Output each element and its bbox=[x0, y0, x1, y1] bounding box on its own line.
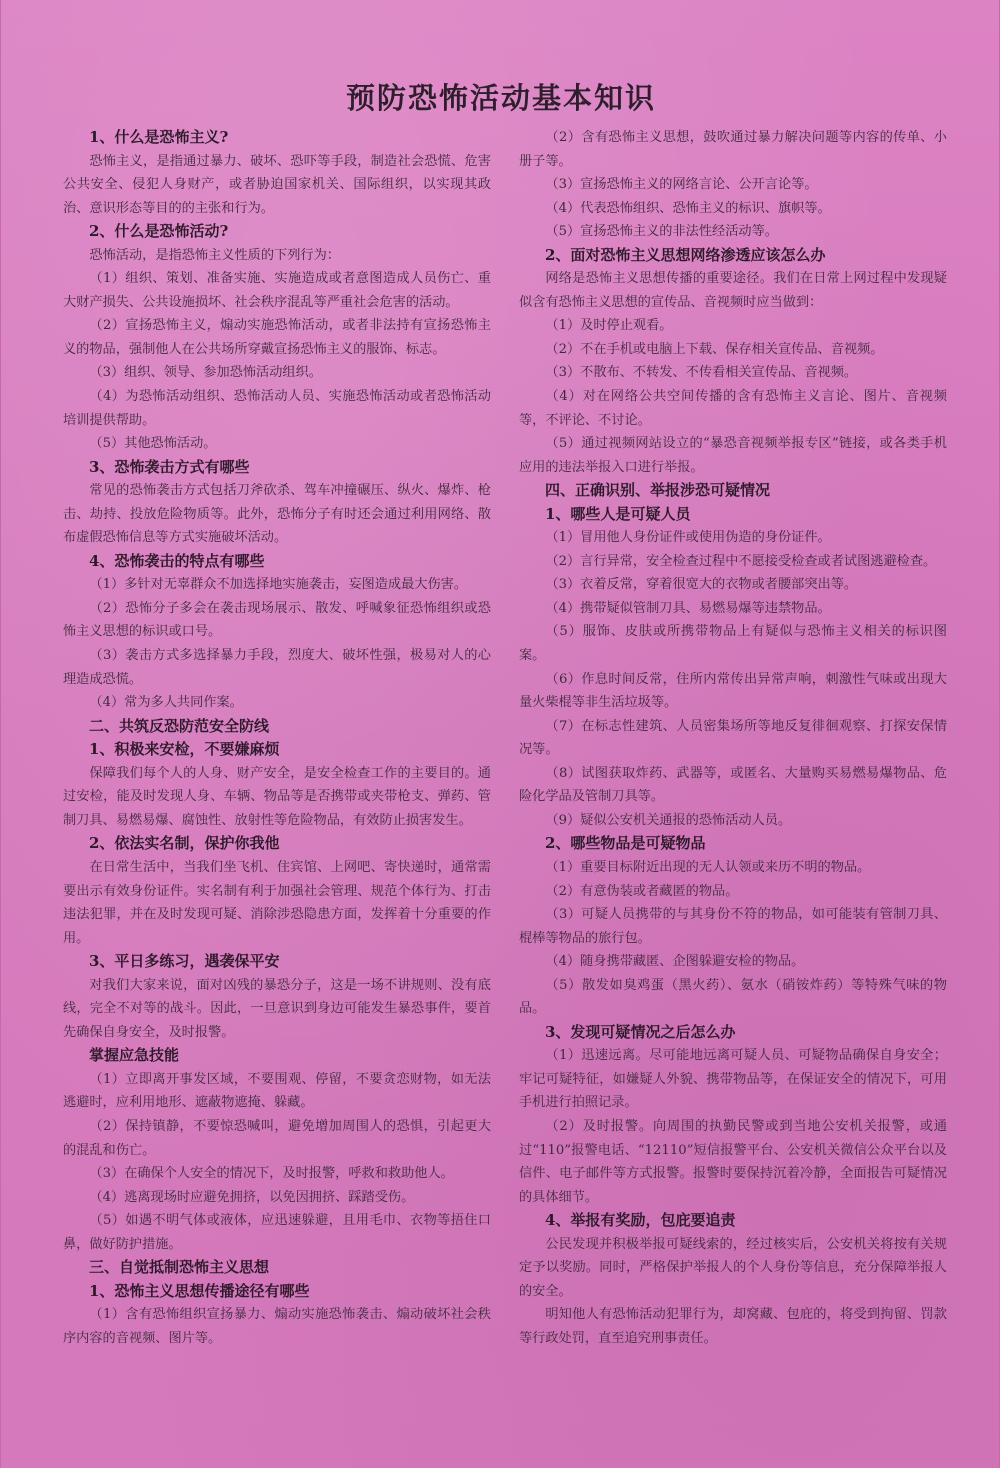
section-heading: 2、面对恐怖主义思想网络渗透应该怎么办 bbox=[545, 245, 826, 264]
paragraph: （2）及时报警。向周围的执勤民警或到当地公安机关报警，或通过“110”报警电话、“12110”短信报警平台、公安机关微信公众平台以及信件、电子邮件等方式报警。报警时要保持沉着冷静，全面报告可疑情况的具体细节。 bbox=[519, 1118, 947, 1205]
paragraph: （4）代表恐怖组织、恐怖主义的标识、旗帜等。 bbox=[545, 200, 831, 216]
paragraph: （8）试图获取炸药、武器等，或匿名、大量购买易燃易爆物品、危险化学品及管制刀具等。 bbox=[519, 765, 947, 805]
paragraph: （5）宣扬恐怖主义的非法性经活动等。 bbox=[545, 224, 778, 240]
paragraph: （5）如遇不明气体或液体，应迅速躲避，且用毛巾、衣物等捂住口鼻，做好防护措施。 bbox=[63, 1213, 491, 1252]
section-heading: 4、恐怖袭击的特点有哪些 bbox=[89, 551, 265, 570]
section-heading: 掌握应急技能 bbox=[89, 1046, 180, 1065]
right-column bbox=[519, 126, 947, 1350]
paragraph: （4）为恐怖活动组织、恐怖活动人员、实施恐怖活动或者恐怖活动培训提供帮助。 bbox=[63, 389, 491, 428]
section-heading: 4、举报有奖励，包庇要追责 bbox=[545, 1211, 736, 1230]
paragraph: （2）恐怖分子多会在袭击现场展示、散发、呼喊象征恐怖组织或恐怖主义思想的标识或口号。 bbox=[63, 600, 491, 640]
paragraph: （4）携带疑似管制刀具、易燃易爆等违禁物品。 bbox=[545, 600, 831, 616]
paragraph: （2）宣扬恐怖主义，煽动实施恐怖活动，或者非法持有宣扬恐怖主义的物品，强制他人在公共场所穿戴宣扬恐怖主义的服饰、标志。 bbox=[63, 318, 491, 357]
section-heading: 二、共筑反恐防范安全防线 bbox=[89, 716, 270, 735]
section-heading: 1、什么是恐怖主义? bbox=[89, 128, 229, 146]
paragraph: （7）在标志性建筑、人员密集场所等地反复徘徊观察、打探安保情况等。 bbox=[519, 718, 947, 758]
paragraph: （4）常为多人共同作案。 bbox=[89, 695, 243, 711]
section-heading: 四、正确识别、举报涉恐可疑情况 bbox=[545, 481, 771, 500]
section-heading: 2、什么是恐怖活动? bbox=[89, 222, 229, 241]
paragraph: （3）袭击方式多选择暴力手段，烈度大、破坏性强，极易对人的心理造成恐慌。 bbox=[63, 648, 491, 687]
section-heading: 三、自觉抵制恐怖主义思想 bbox=[89, 1258, 270, 1277]
paragraph: （4）对在网络公共空间传播的含有恐怖主义言论、图片、音视频等，不评论、不讨论。 bbox=[519, 389, 947, 428]
paragraph: （2）不在手机或电脑上下载、保存相关宣传品、音视频。 bbox=[545, 341, 884, 357]
paragraph: 恐怖活动，是指恐怖主义性质的下列行为： bbox=[89, 247, 340, 263]
paragraph: （1）及时停止观看。 bbox=[545, 318, 673, 334]
paragraph: （1）多针对无辜群众不加选择地实施袭击，妄图造成最大伤害。 bbox=[89, 577, 468, 593]
paragraph: 保障我们每个人的人身、财产安全，是安全检查工作的主要目的。通过安检，能及时发现人身、车辆、物品等是否携带或夹带枪支、弹药、管制刀具、易燃易爆、腐蚀性、放射性等危险物品，有效防止损害发生。 bbox=[63, 765, 491, 828]
paragraph: （3）不散布、不转发、不传看相关宣传品、音视频。 bbox=[545, 365, 858, 381]
section-heading: 3、平日多练习，遇袭保平安 bbox=[89, 952, 280, 971]
paragraph: （1）重要目标附近出现的无人认领或来历不明的物品。 bbox=[545, 859, 871, 875]
paragraph: （9）疑似公安机关通报的恐怖活动人员。 bbox=[545, 812, 792, 828]
section-heading: 3、恐怖袭击方式有哪些 bbox=[89, 457, 250, 476]
section-heading: 1、恐怖主义思想传播途径有哪些 bbox=[89, 1281, 310, 1300]
paragraph: （3）宣扬恐怖主义的网络言论、公开言论等。 bbox=[545, 177, 818, 193]
section-heading: 1、哪些人是可疑人员 bbox=[545, 504, 691, 523]
paragraph: （3）组织、领导、参加恐怖活动组织。 bbox=[89, 365, 322, 381]
paragraph: （1）含有恐怖组织宣扬暴力、煽动实施恐怖袭击、煽动破坏社会秩序内容的音视频、图片等。 bbox=[63, 1307, 491, 1346]
section-heading: 2、哪些物品是可疑物品 bbox=[545, 834, 706, 853]
paragraph: 对我们大家来说，面对凶残的暴恐分子，这是一场不讲规则、没有底线，完全不对等的战斗。因此，一旦意识到身边可能发生暴恐事件，要首先确保自身安全，及时报警。 bbox=[63, 977, 491, 1040]
paragraph: （5）通过视频网站设立的“暴恐音视频举报专区”链接，或各类手机应用的违法举报入口进行举报。 bbox=[519, 436, 947, 475]
paragraph: （3）在确保个人安全的情况下，及时报警，呼救和救助他人。 bbox=[89, 1166, 454, 1182]
paragraph: （6）作息时间反常，住所内常传出异常声响，刺激性气味或出现大量火柴棍等非生活垃圾等。 bbox=[519, 671, 947, 711]
paragraph: 网络是恐怖主义思想传播的重要途径。我们在日常上网过程中发现疑似含有恐怖主义思想的宣传品、音视频时应当做到： bbox=[519, 271, 947, 310]
paragraph: （1）组织、策划、准备实施、实施造成或者意图造成人员伤亡、重大财产损失、公共设施损坏、社会秩序混乱等严重社会危害的活动。 bbox=[63, 271, 491, 310]
section-heading: 3、发现可疑情况之后怎么办 bbox=[545, 1022, 736, 1041]
paragraph: （2）保持镇静，不要惊恐喊叫，避免增加周围人的恐惧，引起更大的混乱和伤亡。 bbox=[63, 1118, 491, 1158]
paragraph: 公民发现并积极举报可疑线索的，经过核实后，公安机关将按有关规定予以奖励。同时，严格保护举报人的个人身份等信息，充分保障举报人的安全。 bbox=[519, 1236, 947, 1299]
paragraph: （5）服饰、皮肤或所携带物品上有疑似与恐怖主义相关的标识图案。 bbox=[519, 624, 947, 664]
paragraph: （3）衣着反常，穿着很宽大的衣物或者腰部突出等。 bbox=[545, 577, 858, 593]
paragraph: （5）散发如臭鸡蛋（黑火药）、氨水（硝铵炸药）等特殊气味的物品。 bbox=[519, 977, 947, 1017]
left-column bbox=[63, 126, 491, 1350]
paragraph: （4）逃离现场时应避免拥挤，以免因拥挤、踩踏受伤。 bbox=[89, 1189, 415, 1205]
section-heading: 1、积极来安检，不要嫌麻烦 bbox=[89, 740, 280, 759]
paragraph: 明知他人有恐怖活动犯罪行为，却窝藏、包庇的，将受到拘留、罚款等行政处罚，直至追究刑事责任。 bbox=[519, 1307, 947, 1346]
paragraph: （2）言行异常，安全检查过程中不愿接受检查或者试图逃避检查。 bbox=[545, 553, 937, 569]
paragraph: 常见的恐怖袭击方式包括刀斧砍杀、驾车冲撞碾压、纵火、爆炸、枪击、劫持、投放危险物质等。此外，恐怖分子有时还会通过利用网络、散布虚假恐怖信息等方式实施破坏活动。 bbox=[63, 483, 491, 546]
paragraph: （1）立即离开事发区域，不要围观、停留，不要贪恋财物，如无法逃避时，应利用地形、遮蔽物遮掩、躲藏。 bbox=[63, 1071, 491, 1111]
paragraph: （2）有意伪装或者藏匿的物品。 bbox=[545, 883, 739, 899]
paragraph: 恐怖主义，是指通过暴力、破坏、恐吓等手段，制造社会恐慌、危害公共安全、侵犯人身财产，或者胁迫国家机关、国际组织，以实现其政治、意识形态等目的的主张和行为。 bbox=[63, 153, 491, 216]
paragraph: （1）冒用他人身份证件或使用伪造的身份证件。 bbox=[545, 530, 831, 546]
paragraph: （3）可疑人员携带的与其身份不符的物品，如可能装有管制刀具、棍棒等物品的旅行包。 bbox=[519, 907, 947, 946]
section-heading: 2、依法实名制，保护你我他 bbox=[89, 834, 280, 853]
paragraph: （5）其他恐怖活动。 bbox=[89, 436, 217, 452]
paragraph: （4）随身携带藏匿、企图躲避安检的物品。 bbox=[545, 954, 805, 970]
paragraph: （1）迅速远离。尽可能地远离可疑人员、可疑物品确保自身安全；牢记可疑特征，如嫌疑人外貌、携带物品等，在保证安全的情况下，可用手机进行拍照记录。 bbox=[519, 1048, 947, 1111]
paragraph: （2）含有恐怖主义思想，鼓吹通过暴力解决问题等内容的传单、小册子等。 bbox=[519, 130, 947, 169]
paragraph: 在日常生活中，当我们坐飞机、住宾馆、上网吧、寄快递时，通常需要出示有效身份证件。实名制有利于加强社会管理、规范个体行为、打击违法犯罪，并在及时发现可疑、消除涉恐隐患方面，发挥着十分重要的作用。 bbox=[63, 859, 491, 946]
page-title: 预防恐怖活动基本知识 bbox=[345, 81, 656, 115]
